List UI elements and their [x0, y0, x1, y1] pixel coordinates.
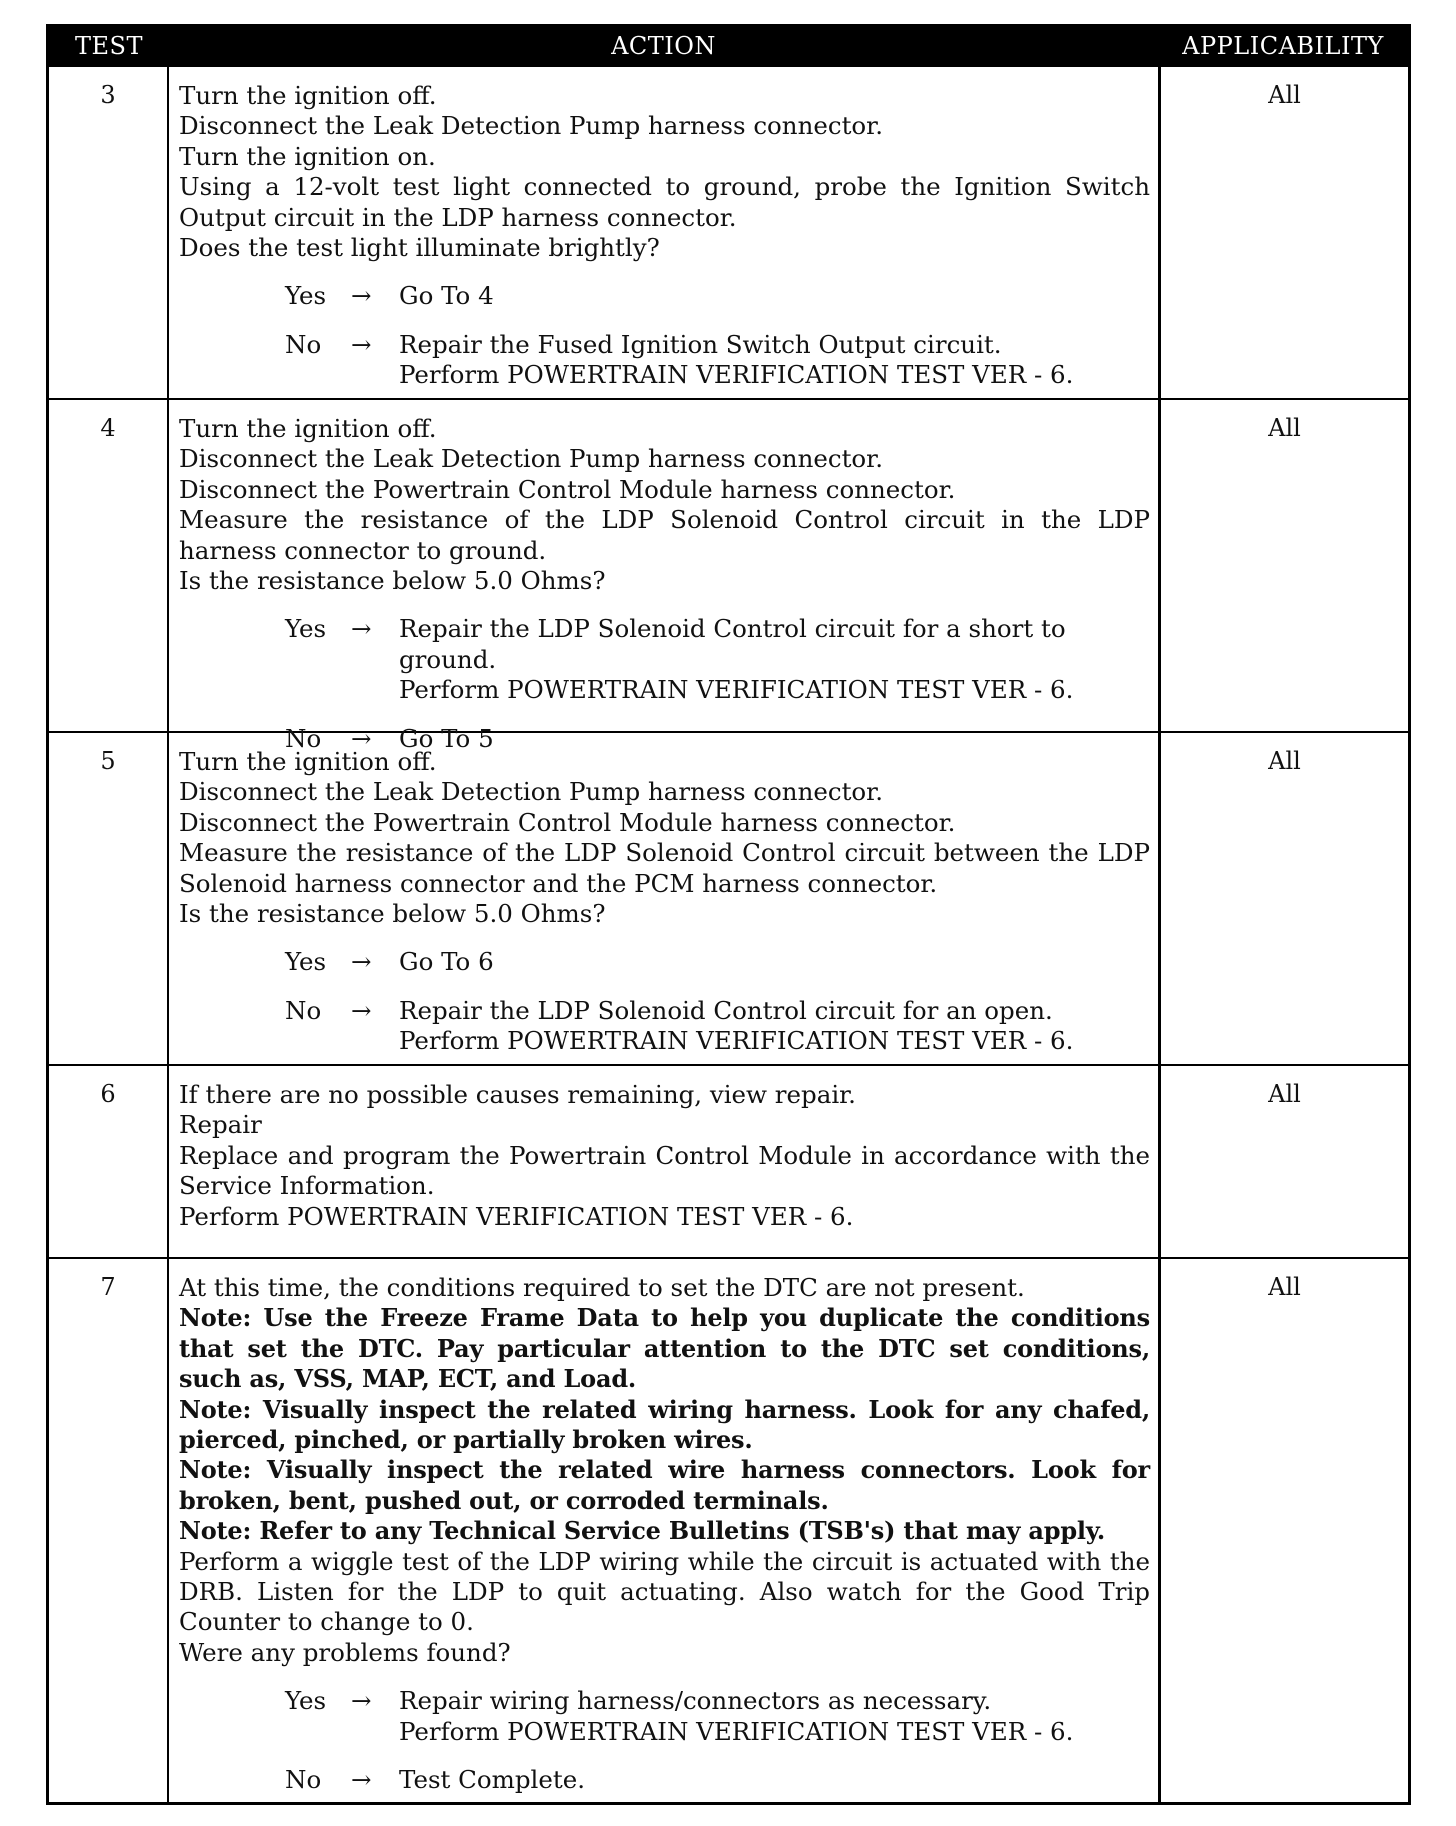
repair-perform: Perform POWERTRAIN VERIFICATION TEST VER - 6. [179, 1201, 854, 1231]
applicability-cell: All [1158, 1259, 1408, 1802]
note-text: Note: Visually inspect the related wiring harness. Look for any chafed, pierced, pinched, or partially broken wires. [179, 1394, 1150, 1455]
test-number: 5 [49, 733, 169, 1064]
no-label: No [285, 995, 322, 1025]
no-answer [285, 1765, 1150, 1795]
no-label: No [285, 329, 322, 359]
result-line: Go To 6 [399, 947, 494, 977]
arrow-icon: → [351, 947, 372, 977]
step-text: At this time, the conditions required to set the DTC are not present. [179, 1273, 1025, 1302]
result-line: Perform POWERTRAIN VERIFICATION TEST VER - 6. [399, 1026, 1074, 1056]
action-cell [169, 1259, 1158, 1802]
arrow-icon: → [351, 1686, 372, 1716]
yes-label: Yes [285, 1686, 327, 1716]
table-row [49, 1257, 1408, 1802]
arrow-icon: → [351, 614, 372, 644]
step-text: Measure the resistance of the LDP Solenoid Control circuit in the LDP harness connector to ground. [179, 505, 1150, 565]
no-label: No [285, 1765, 322, 1795]
question-text: Is the resistance below 5.0 Ohms? [179, 566, 606, 596]
result-line: Go To 5 [399, 723, 494, 753]
header-action: ACTION [611, 32, 716, 60]
diagnostic-table [46, 24, 1411, 1805]
table-header [49, 27, 1408, 65]
result-line: Repair the Fused Ignition Switch Output circuit. [399, 329, 1002, 359]
action-cell [169, 400, 1158, 753]
yes-answer [285, 947, 1150, 977]
step-text: Using a 12-volt test light connected to ground, probe the Ignition Switch Output circuit in the LDP harness connector. [179, 172, 1150, 232]
step-text: Disconnect the Leak Detection Pump harness connector. [179, 777, 883, 807]
arrow-icon: → [351, 995, 372, 1025]
table-row [49, 1064, 1408, 1257]
yes-answer [285, 1686, 1150, 1747]
no-answer [285, 996, 1150, 1057]
yes-answer [285, 281, 1150, 311]
result-line: Repair wiring harness/connectors as necessary. [399, 1686, 992, 1716]
yes-answer [285, 614, 1150, 705]
applicability-cell: All [1158, 1066, 1408, 1257]
no-label: No [285, 723, 322, 753]
yes-result [399, 281, 1150, 311]
step-text: If there are no possible causes remaining, view repair. [179, 1080, 856, 1109]
applicability-cell: All [1158, 400, 1408, 731]
note-text: Note: Visually inspect the related wire harness connectors. Look for broken, bent, pushed out, or corroded terminals. [179, 1455, 1150, 1515]
step-text: Perform a wiggle test of the LDP wiring while the circuit is actuated with the DRB. Listen for the LDP to quit actuating. Also watch for the Good Trip Counter to change to 0. [179, 1546, 1150, 1637]
yes-result [399, 947, 1150, 977]
test-number: 6 [49, 1066, 169, 1257]
result-line: Perform POWERTRAIN VERIFICATION TEST VER - 6. [399, 360, 1074, 390]
action-cell [169, 733, 1158, 1064]
step-text: Turn the ignition off. [179, 81, 437, 110]
note-text: Note: Refer to any Technical Service Bulletins (TSB's) that may apply. [179, 1516, 1105, 1546]
no-result [399, 1765, 1150, 1795]
result-line: Test Complete. [399, 1765, 586, 1795]
note-text: Note: Use the Freeze Frame Data to help you duplicate the conditions that set the DTC. Pay particular attention to the DTC set conditions, such as, VSS, MAP, ECT, and Load. [179, 1303, 1150, 1394]
result-line: Perform POWERTRAIN VERIFICATION TEST VER - 6. [399, 1716, 1074, 1746]
table-row [49, 65, 1408, 398]
test-number: 4 [49, 400, 169, 731]
yes-result [399, 614, 1150, 705]
action-cell [169, 67, 1158, 398]
table-row [49, 398, 1408, 753]
step-text: Turn the ignition on. [179, 141, 436, 171]
yes-label: Yes [285, 614, 327, 644]
yes-label: Yes [285, 281, 327, 311]
repair-label: Repair [179, 1110, 262, 1140]
arrow-icon: → [351, 1765, 372, 1795]
step-text: Turn the ignition off. [179, 747, 437, 776]
action-cell [169, 1066, 1158, 1257]
applicability-cell: All [1158, 733, 1408, 1064]
arrow-icon: → [351, 281, 372, 311]
result-line: Perform POWERTRAIN VERIFICATION TEST VER - 6. [399, 675, 1074, 705]
yes-label: Yes [285, 947, 327, 977]
applicability-cell: All [1158, 67, 1408, 398]
repair-text: Replace and program the Powertrain Control Module in accordance with the Service Information. [179, 1140, 1150, 1201]
step-text: Measure the resistance of the LDP Solenoid Control circuit between the LDP Solenoid harness connector and the PCM harness connector. [179, 838, 1150, 898]
test-number: 7 [49, 1259, 169, 1802]
step-text: Disconnect the Leak Detection Pump harness connector. [179, 444, 883, 474]
step-text: Disconnect the Leak Detection Pump harness connector. [179, 111, 883, 141]
step-text: Disconnect the Powertrain Control Module harness connector. [179, 474, 956, 504]
question-text: Does the test light illuminate brightly? [179, 233, 660, 263]
header-test: TEST [75, 32, 143, 60]
arrow-icon: → [351, 723, 372, 753]
result-line: Repair the LDP Solenoid Control circuit for a short to ground. [399, 614, 1066, 674]
arrow-icon: → [351, 329, 372, 359]
result-line: Repair the LDP Solenoid Control circuit for an open. [399, 995, 1053, 1025]
table-row [49, 731, 1408, 1064]
question-text: Is the resistance below 5.0 Ohms? [179, 899, 606, 929]
test-number: 3 [49, 67, 169, 398]
header-applicability: APPLICABILITY [1182, 32, 1384, 60]
step-text: Turn the ignition off. [179, 414, 437, 443]
no-result [399, 330, 1150, 391]
step-text: Disconnect the Powertrain Control Module harness connector. [179, 807, 956, 837]
result-line: Go To 4 [399, 281, 494, 311]
question-text: Were any problems found? [179, 1637, 511, 1667]
no-answer [285, 330, 1150, 391]
yes-result [399, 1686, 1150, 1747]
no-result [399, 996, 1150, 1057]
